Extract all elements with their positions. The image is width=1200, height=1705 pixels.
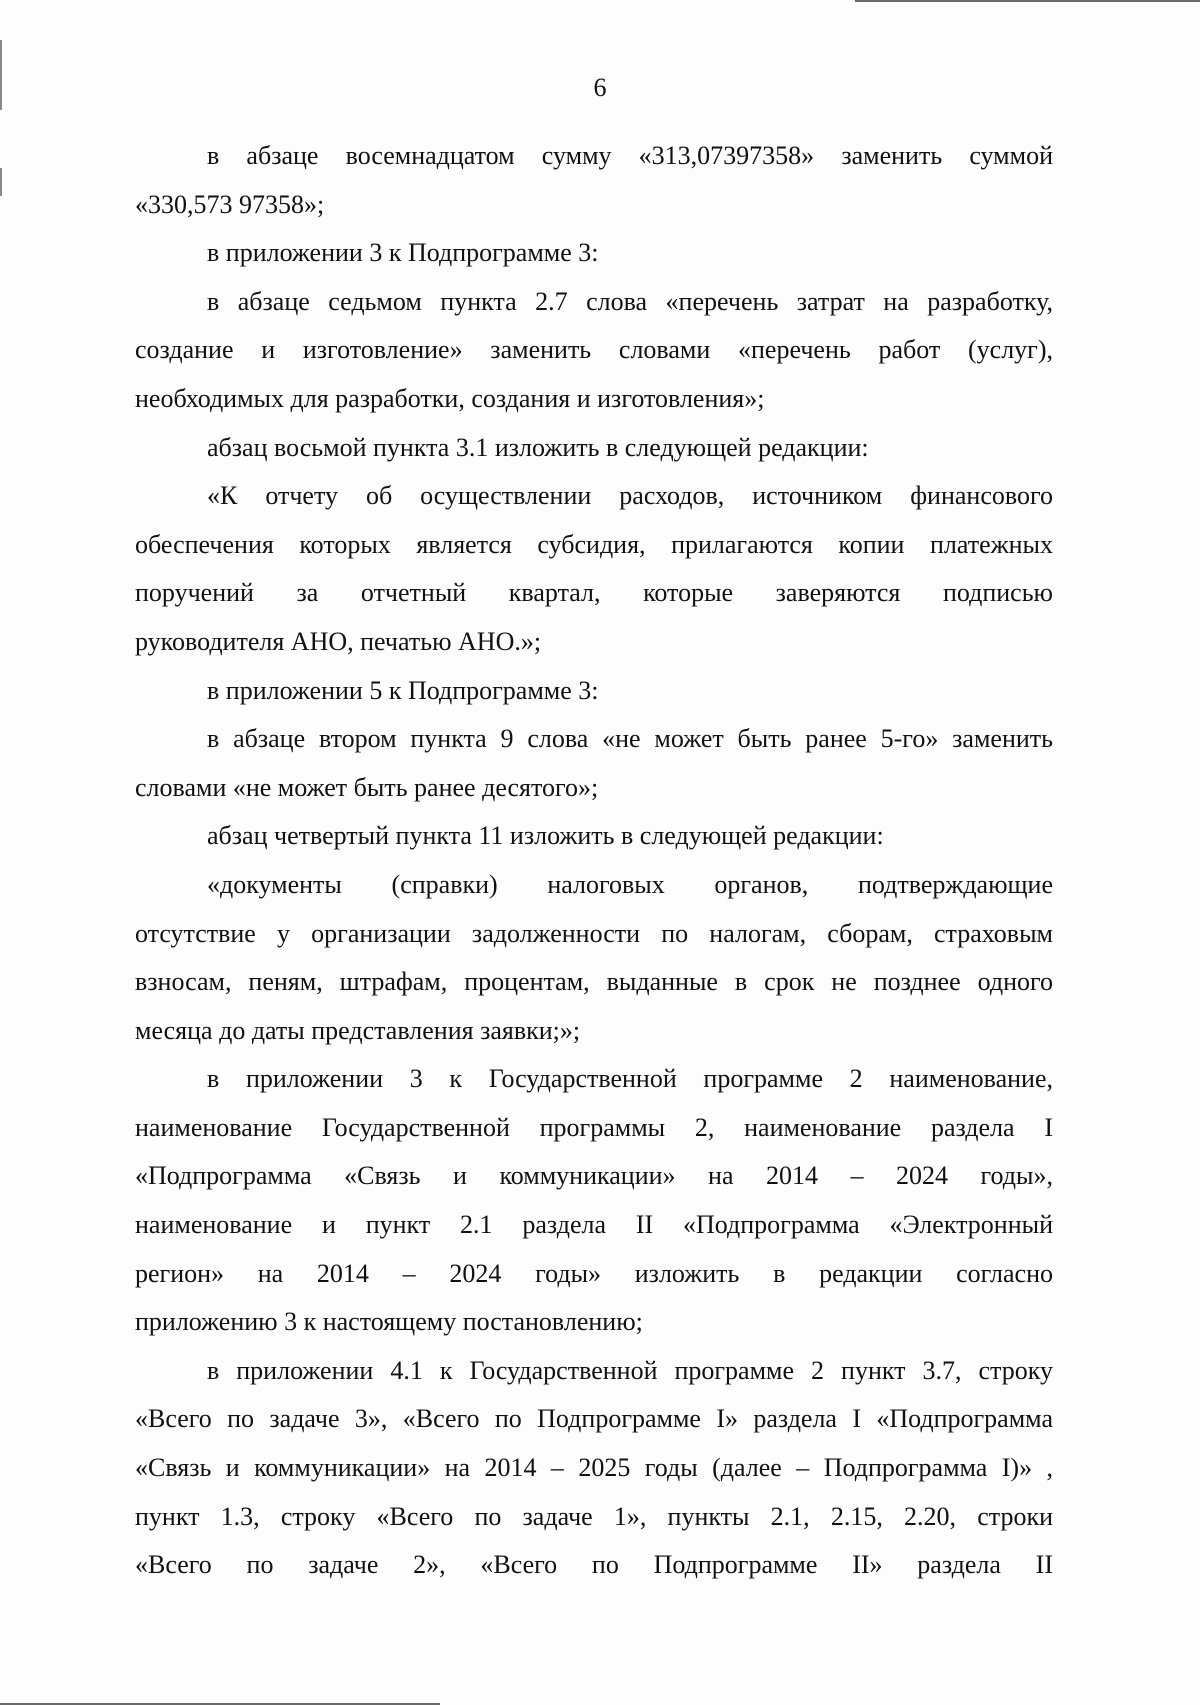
text-line: необходимых для разработки, создания и изготовления»;	[135, 383, 765, 413]
text-line: «Связь и коммуникации» на 2014 – 2025 годы (далее – Подпрограмма I)» ,	[135, 1453, 1053, 1483]
text-line: поручений за отчетный квартал, которые заверяются подписью	[135, 578, 1053, 608]
text-line: «330,573 97358»;	[135, 189, 325, 219]
text-line: пункт 1.3, строку «Всего по задаче 1», пункты 2.1, 2.15, 2.20, строки	[135, 1501, 1053, 1531]
text-line: создание и изготовление» заменить словами «перечень работ (услуг),	[135, 335, 1053, 365]
text-line: месяца до даты представления заявки;»;	[135, 1015, 581, 1045]
text-line: «документы (справки) налоговых органов, подтверждающие	[207, 869, 1053, 899]
text-line: приложению 3 к настоящему постановлению;	[135, 1307, 643, 1337]
text-line: в приложении 3 к Подпрограмме 3:	[207, 238, 599, 268]
text-line: обеспечения которых является субсидия, прилагаются копии платежных	[135, 529, 1053, 559]
text-line: наименование Государственной программы 2, наименование раздела I	[135, 1112, 1053, 1142]
text-line: словами «не может быть ранее десятого»;	[135, 772, 599, 802]
scan-edge-top	[855, 0, 1200, 2]
text-line: «К отчету об осуществлении расходов, источником финансового	[207, 481, 1053, 511]
text-line: в приложении 4.1 к Государственной программе 2 пункт 3.7, строку	[207, 1355, 1053, 1385]
text-line: «Всего по задаче 3», «Всего по Подпрограмме I» раздела I «Подпрограмма	[135, 1404, 1053, 1434]
text-line: в абзаце седьмом пункта 2.7 слова «перечень затрат на разработку,	[207, 286, 1053, 316]
text-line: абзац четвертый пункта 11 изложить в следующей редакции:	[207, 821, 884, 851]
text-line: в абзаце восемнадцатом сумму «313,07397358» заменить суммой	[207, 141, 1053, 170]
scan-edge-left	[0, 168, 2, 196]
text-line: «Подпрограмма «Связь и коммуникации» на 2014 – 2024 годы»,	[135, 1161, 1053, 1191]
text-line: в абзаце втором пункта 9 слова «не может быть ранее 5-го» заменить	[207, 724, 1053, 754]
text-line: отсутствие у организации задолженности по налогам, сборам, страховым	[135, 918, 1053, 948]
text-line: в приложении 3 к Государственной программе 2 наименование,	[207, 1064, 1053, 1094]
page-number: 6	[593, 73, 607, 102]
text-line: наименование и пункт 2.1 раздела II «Подпрограмма «Электронный	[135, 1210, 1053, 1240]
text-line: регион» на 2014 – 2024 годы» изложить в редакции согласно	[135, 1258, 1053, 1288]
text-line: руководителя АНО, печатью АНО.»;	[135, 626, 542, 656]
text-line: «Всего по задаче 2», «Всего по Подпрограмме II» раздела II	[135, 1550, 1053, 1580]
text-line: абзац восьмой пункта 3.1 изложить в следующей редакции:	[207, 432, 869, 462]
text-line: взносам, пеням, штрафам, процентам, выданные в срок не позднее одного	[135, 967, 1053, 997]
body-text	[135, 132, 1053, 1590]
text-line: в приложении 5 к Подпрограмме 3:	[207, 675, 599, 705]
